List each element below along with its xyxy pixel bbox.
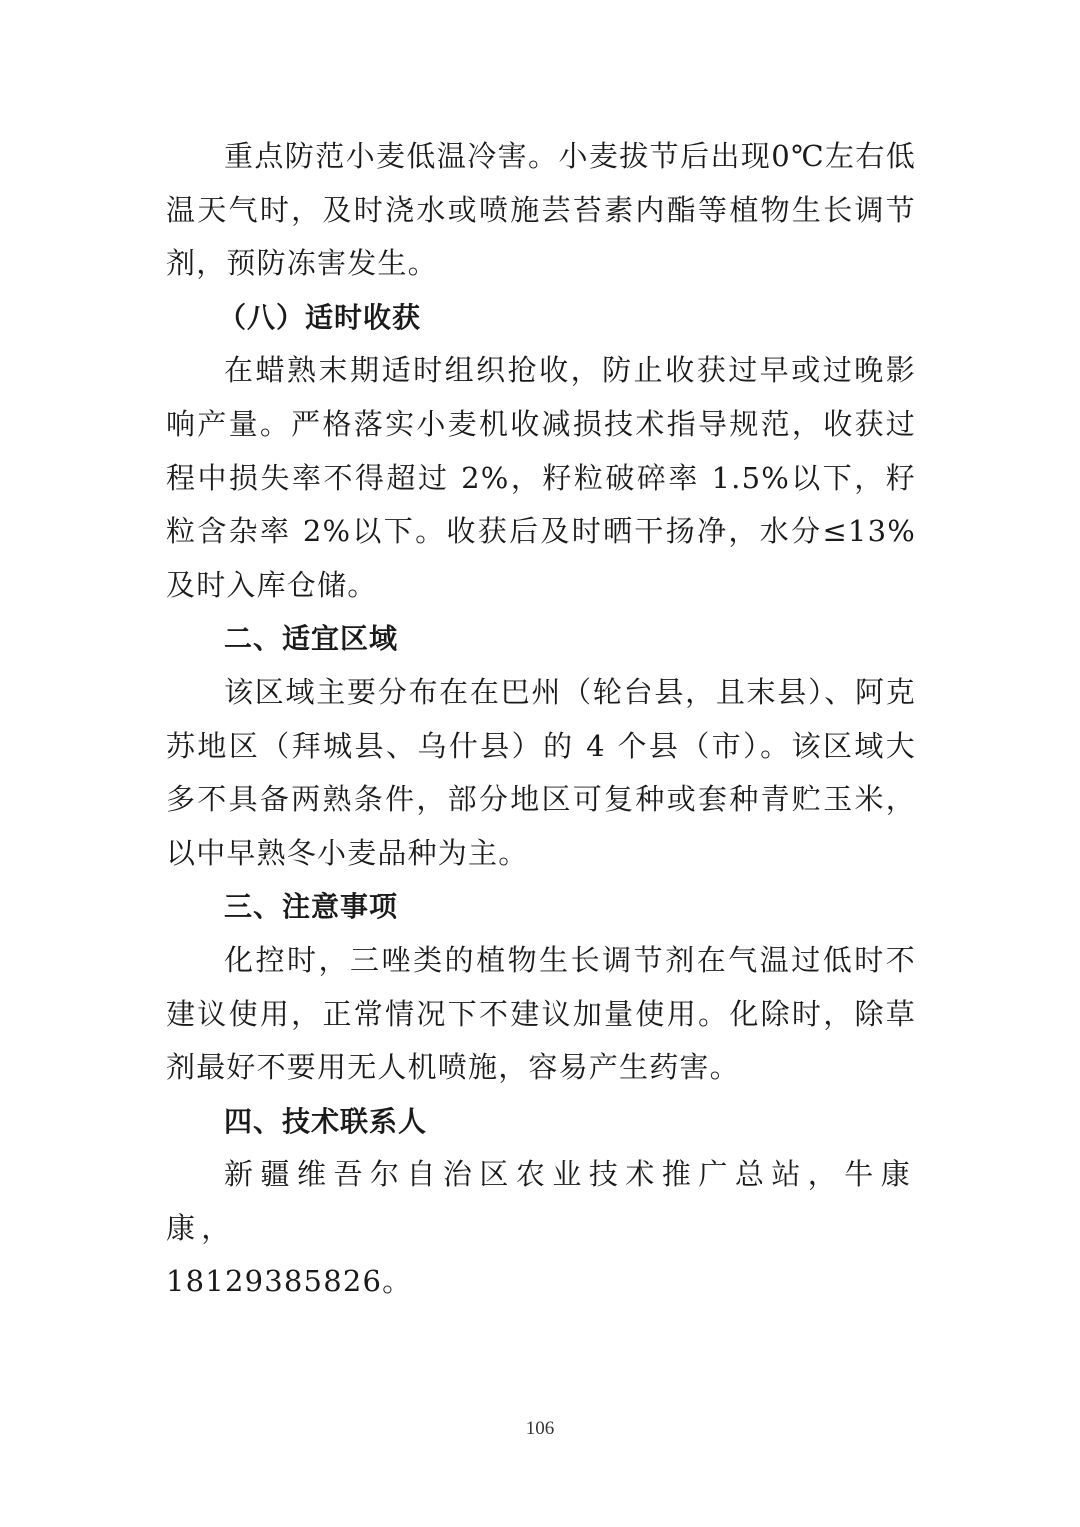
heading-suitable-region: 二、适宜区域: [224, 622, 399, 656]
paragraph-region: 该区域主要分布在在巴州（轮台县，且末县）、阿克苏地区（拜城县、乌什县）的 4 个县（市）。该区域大多不具备两熟条件，部分地区可复种或套种青贮玉米，以中早熟冬小麦品种为主。: [166, 674, 916, 870]
paragraph-harvest: 在蜡熟末期适时组织抢收，防止收获过早或过晚影响产量。严格落实小麦机收减损技术指导规范，收获过程中损失率不得超过 2%，籽粒破碎率 1.5%以下，籽粒含杂率 2%以下。收获后及时晒干扬净，水分≤13%及时入库仓储。: [166, 353, 916, 602]
contact-phone: 18129385826。: [166, 1264, 413, 1299]
heading-notes: 三、注意事项: [224, 890, 399, 924]
paragraph-contact: 新疆维吾尔自治区农业技术推广总站，牛康康，: [166, 1157, 916, 1245]
paragraph-frost-prevention: 重点防范小麦低温冷害。小麦拔节后出现0℃左右低温天气时，及时浇水或喷施芸苔素内酯等植物生长调节剂，预防冻害发生。: [166, 139, 916, 281]
heading-contact: 四、技术联系人: [224, 1104, 428, 1138]
heading-timely-harvest: （八）适时收获: [218, 300, 422, 334]
page-number: 106: [525, 1418, 555, 1439]
paragraph-notes: 化控时，三唑类的植物生长调节剂在气温过低时不建议使用，正常情况下不建议加量使用。化除时，除草剂最好不要用无人机喷施，容易产生药害。: [166, 942, 916, 1085]
document-body: [166, 130, 916, 1309]
